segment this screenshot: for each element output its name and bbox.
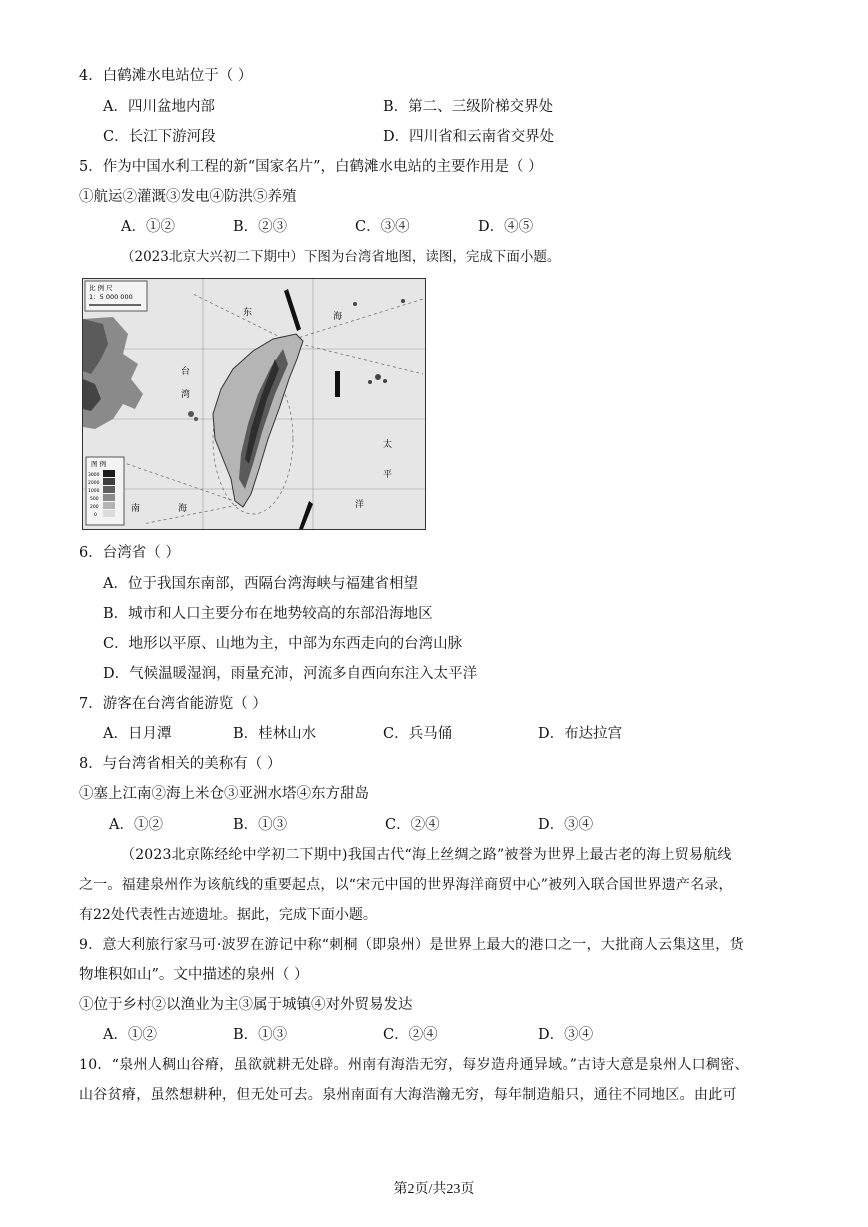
question-9-items: ①位于乡村②以渔业为主③属于城镇④对外贸易发达 (79, 997, 413, 1013)
question-8-stem: 8．与台湾省相关的美称有（ ） (79, 756, 282, 772)
question-5-option-b: B．②③ (233, 219, 288, 235)
question-9-option-b: B．①③ (233, 1027, 288, 1043)
question-9-option-a: A．①② (103, 1027, 157, 1043)
question-6-option-b: B．城市和人口主要分布在地势较高的东部沿海地区 (103, 606, 433, 622)
map-legend-value: 3000 (88, 473, 100, 478)
taiwan-map (82, 278, 426, 530)
question-4-stem: 4．白鹤滩水电站位于（ ） (79, 68, 253, 84)
map-legend-value: 0 (94, 513, 97, 518)
question-4-option-b: B．第二、三级阶梯交界处 (383, 99, 554, 115)
question-5-option-c: C．③④ (355, 219, 410, 235)
quanzhou-intro-line-1: （2023北京陈经纶中学初二下期中)我国古代“海上丝绸之路”被誉为世界上最古老的海上贸易航线 (121, 847, 732, 863)
question-7-stem: 7．游客在台湾省能游览（ ） (79, 696, 267, 712)
map-label-south-sea-2: 海 (178, 504, 188, 514)
question-5-items: ①航运②灌溉③发电④防洪⑤养殖 (79, 189, 297, 205)
question-5-option-d: D．④⑤ (478, 219, 534, 235)
question-10-stem-line-1: 10．“泉州人稠山谷瘠，虽欲就耕无处辟。州南有海浩无穷，每岁造舟通异域。”古诗大意是泉州人口稠密、 (79, 1057, 749, 1073)
question-9-stem-line-2: 物堆积如山”。文中描述的泉州（ ） (79, 967, 309, 983)
quanzhou-intro-line-3: 有22处代表性古迹遗址。据此，完成下面小题。 (79, 907, 377, 923)
map-legend-value: 200 (90, 505, 99, 510)
page-number-footer: 第2页/共23页 (393, 1182, 475, 1197)
question-7-option-d: D．布达拉宫 (538, 726, 623, 742)
taiwan-intro: （2023北京大兴初二下期中）下图为台湾省地图，读图，完成下面小题。 (121, 249, 561, 265)
map-label-pacific-3: 洋 (355, 500, 365, 510)
question-8-option-d: D．③④ (538, 817, 594, 833)
question-6-option-c: C．地形以平原、山地为主，中部为东西走向的台湾山脉 (103, 636, 463, 652)
question-4-option-a: A．四川盆地内部 (103, 99, 215, 115)
question-10-stem-line-2: 山谷贫瘠，虽然想耕种，但无处可去。泉州南面有大海浩瀚无穷，每年制造船只，通往不同地区。由此可 (79, 1087, 737, 1103)
map-label-east-sea-2: 海 (333, 312, 343, 322)
question-5-stem: 5．作为中国水利工程的新“国家名片”，白鹤滩水电站的主要作用是（ ） (79, 159, 543, 175)
question-5-option-a: A．①② (121, 219, 175, 235)
question-8-items: ①塞上江南②海上米仓③亚洲水塔④东方甜岛 (79, 786, 369, 802)
question-8-option-a: A．①② (109, 817, 163, 833)
question-8-option-c: C．②④ (385, 817, 440, 833)
map-label-strait-1: 台 (181, 367, 191, 377)
question-8-option-b: B．①③ (233, 817, 288, 833)
map-label-east-sea-1: 东 (243, 308, 253, 318)
question-9-option-d: D．③④ (538, 1027, 594, 1043)
question-4-option-c: C．长江下游河段 (103, 129, 216, 145)
question-4-option-d: D．四川省和云南省交界处 (383, 129, 555, 145)
taiwan-map-graphic (83, 279, 425, 529)
question-9-option-c: C．②④ (383, 1027, 438, 1043)
map-label-pacific-1: 太 (383, 440, 393, 450)
map-label-strait-2: 湾 (181, 390, 191, 400)
question-6-stem: 6．台湾省（ ） (79, 545, 180, 561)
map-scale-title: 比 例 尺 (89, 284, 113, 292)
map-label-south-sea-1: 南 (131, 504, 141, 514)
map-legend-title: 图 例 (91, 460, 107, 468)
quanzhou-intro-line-2: 之一。福建泉州作为该航线的重要起点，以“宋元中国的世界海洋商贸中心”被列入联合国世界遗产名录， (79, 877, 733, 893)
map-legend-value: 1000 (88, 489, 100, 494)
question-7-option-b: B．桂林山水 (233, 726, 317, 742)
question-6-option-d: D．气候温暖湿润，雨量充沛，河流多自西向东注入太平洋 (103, 666, 478, 682)
question-6-option-a: A．位于我国东南部，西隔台湾海峡与福建省相望 (103, 576, 418, 592)
map-legend-value: 2000 (88, 481, 100, 486)
map-label-pacific-2: 平 (383, 470, 393, 480)
question-7-option-a: A．日月潭 (103, 726, 172, 742)
map-legend-value: 500 (90, 497, 99, 502)
question-9-stem-line-1: 9．意大利旅行家马可·波罗在游记中称“刺桐（即泉州）是世界上最大的港口之一，大批商人云集这里，货 (79, 937, 744, 953)
question-7-option-c: C．兵马俑 (383, 726, 453, 742)
map-scale-value: 1：5 000 000 (89, 293, 133, 301)
